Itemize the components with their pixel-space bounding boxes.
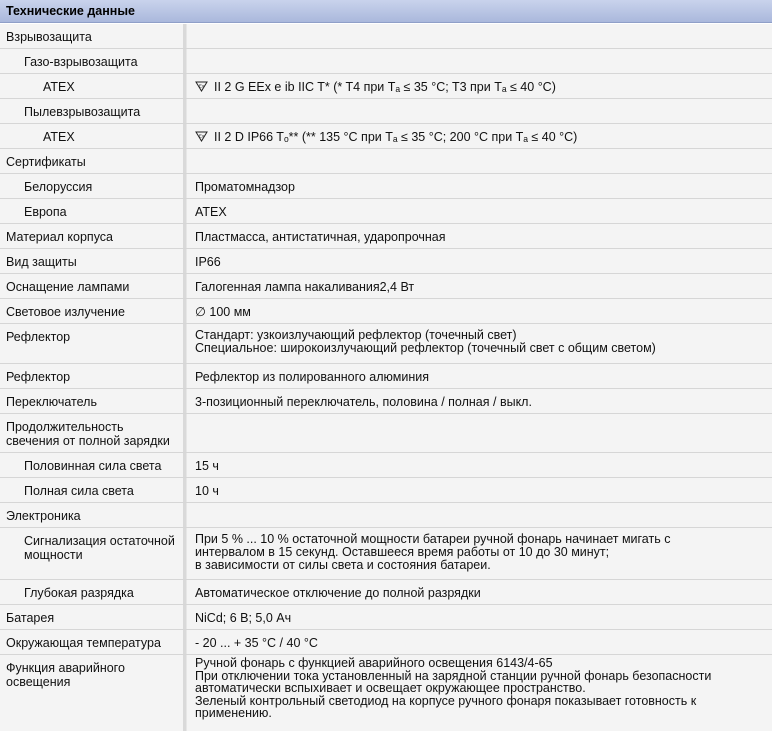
svg-text:Ex: Ex <box>198 83 205 89</box>
row-value: 3-позиционный переключатель, половина / полная / выкл. <box>186 389 772 413</box>
row-label: Переключатель <box>0 389 186 413</box>
table-row <box>0 605 772 630</box>
row-value: Проматомнадзор <box>186 174 772 198</box>
row-label: Глубокая разрядка <box>0 580 186 604</box>
table-row <box>0 124 772 149</box>
value-line: II 2 G EEx e ib IIC T* (* T4 при Tₐ ≤ 35 °C; T3 при Tₐ ≤ 40 °C) <box>214 80 556 94</box>
row-value: Рефлектор из полированного алюминия <box>186 364 772 388</box>
row-label: Продолжительность свечения от полной зарядки <box>0 414 186 452</box>
row-label: Белоруссия <box>0 174 186 198</box>
table-row <box>0 224 772 249</box>
row-label: Рефлектор <box>0 364 186 388</box>
row-label: Сертификаты <box>0 149 186 173</box>
row-value: NiCd; 6 В; 5,0 Ач <box>186 605 772 629</box>
row-value <box>186 528 772 579</box>
row-label: Половинная сила света <box>0 453 186 477</box>
table-row <box>0 174 772 199</box>
value-line: Специальное: широкоизлучающий рефлектор (точечный свет с общим светом) <box>195 341 656 355</box>
row-value <box>186 74 772 98</box>
table-row <box>0 528 772 580</box>
row-value <box>186 124 772 148</box>
row-label: Оснащение лампами <box>0 274 186 298</box>
table-row <box>0 49 772 74</box>
row-value: ∅ 100 мм <box>186 299 772 323</box>
row-value <box>186 324 772 363</box>
row-value: - 20 ... + 35 °C / 40 °C <box>186 630 772 654</box>
table-row <box>0 580 772 605</box>
row-value <box>186 99 772 123</box>
row-label: Окружающая температура <box>0 630 186 654</box>
row-label: Пылевзрывозащита <box>0 99 186 123</box>
table-row <box>0 99 772 124</box>
row-value: Галогенная лампа накаливания2,4 Вт <box>186 274 772 298</box>
row-label: Взрывозащита <box>0 24 186 48</box>
section-header: Технические данные <box>0 0 772 23</box>
row-label: Электроника <box>0 503 186 527</box>
row-value: IP66 <box>186 249 772 273</box>
table-row <box>0 364 772 389</box>
row-label: Световое излучение <box>0 299 186 323</box>
value-line: в зависимости от силы света и состояния батареи. <box>195 558 491 572</box>
row-label: Функция аварийного освещения <box>0 655 186 731</box>
value-line: автоматически вспыхивает и освещает окружающее пространство. <box>195 681 586 695</box>
table-row <box>0 414 772 453</box>
svg-text:Ex: Ex <box>198 133 205 139</box>
value-line: При отключении тока установленный на зарядной станции ручной фонарь безопасности <box>195 668 712 683</box>
row-label: ATEX <box>0 124 186 148</box>
row-value <box>186 49 772 73</box>
ex-mark-icon <box>195 81 208 92</box>
row-label: Полная сила света <box>0 478 186 502</box>
table-row <box>0 478 772 503</box>
row-label: Сигнализация остаточной мощности <box>0 528 186 579</box>
table-row <box>0 324 772 364</box>
value-line: II 2 D IP66 Tₒ** (** 135 °C при Tₐ ≤ 35 °C; 200 °C при Tₐ ≤ 40 °C) <box>214 130 578 144</box>
row-value: ATEX <box>186 199 772 223</box>
row-label: Батарея <box>0 605 186 629</box>
table-row <box>0 503 772 528</box>
table-row <box>0 249 772 274</box>
value-line: Ручной фонарь с функцией аварийного освещения 6143/4-65 <box>195 656 553 670</box>
table-row <box>0 24 772 49</box>
value-line: Стандарт: узкоизлучающий рефлектор (точечный свет) <box>195 328 517 342</box>
table-row <box>0 74 772 99</box>
table-row <box>0 149 772 174</box>
row-value <box>186 414 772 452</box>
row-label: Материал корпуса <box>0 224 186 248</box>
row-value <box>186 149 772 173</box>
row-label: ATEX <box>0 74 186 98</box>
row-label: Вид защиты <box>0 249 186 273</box>
row-value: 15 ч <box>186 453 772 477</box>
row-label: Рефлектор <box>0 324 186 363</box>
table-row <box>0 630 772 655</box>
table-row <box>0 389 772 414</box>
value-line: применению. <box>195 706 272 720</box>
value-line: Зеленый контрольный светодиод на корпусе ручного фонаря показывает готовность к <box>195 693 697 708</box>
row-value: 10 ч <box>186 478 772 502</box>
ex-mark-icon <box>195 131 208 142</box>
row-value <box>186 24 772 48</box>
table-row <box>0 453 772 478</box>
row-value <box>186 503 772 527</box>
spec-table <box>0 24 772 731</box>
table-row <box>0 274 772 299</box>
row-value: Автоматическое отключение до полной разрядки <box>186 580 772 604</box>
table-row <box>0 299 772 324</box>
value-line: При 5 % ... 10 % остаточной мощности батареи ручной фонарь начинает мигать с <box>195 532 671 546</box>
value-line: интервалом в 15 секунд. Оставшееся время работы от 10 до 30 минут; <box>195 545 610 559</box>
row-value: Пластмасса, антистатичная, ударопрочная <box>186 224 772 248</box>
table-row <box>0 199 772 224</box>
row-label: Газо-взрывозащита <box>0 49 186 73</box>
row-label: Европа <box>0 199 186 223</box>
